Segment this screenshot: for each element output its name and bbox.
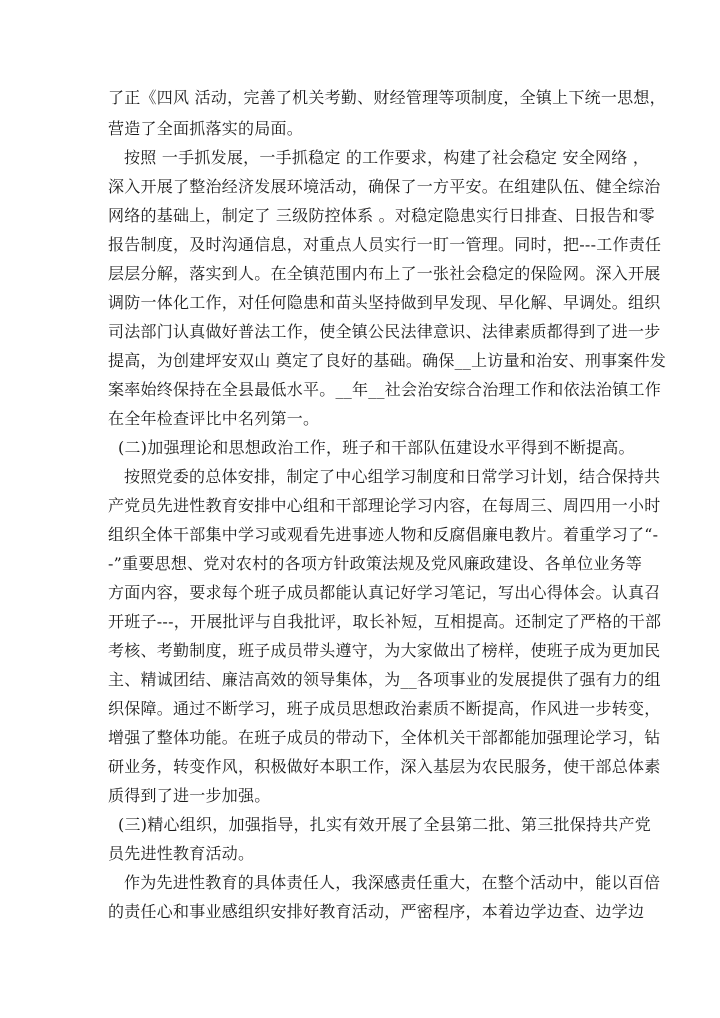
text-line: 调防一体化工作，对任何隐患和苗头坚持做到早发现、早化解、早调处。组织	[108, 293, 661, 312]
section-heading: (三)精心组织，加强指导，扎实有效开展了全县第二批、第三批保持共产党	[118, 815, 651, 834]
text-line: 提高，为创建坪安双山 奠定了良好的基础。确保__上访量和治安、刑事案件发	[108, 351, 667, 370]
text-line: 质得到了进一步加强。	[108, 786, 271, 805]
text-line: 了正《四风 活动，完善了机关考勤、财经管理等项制度，全镇上下统一思想，	[108, 88, 666, 107]
text-line: 司法部门认真做好普法工作，使全镇公民法律意识、法律素质都得到了进一步	[108, 322, 661, 341]
text-line: 深入开展了整治经济发展环境活动，确保了一方平安。在组建队伍、健全综治	[108, 177, 661, 196]
text-line: 在全年检查评比中名列第一。	[108, 409, 320, 428]
text-line: 主、精诚团结、廉洁高效的领导集体，为__各项事业的发展提供了强有力的组	[108, 670, 661, 689]
text-line: 营造了全面抓落实的局面。	[108, 119, 304, 138]
text-line: 产党员先进性教育安排中心组和干部理论学习内容，在每周三、周四用一小时	[108, 496, 661, 515]
text-line: 的责任心和事业感组织安排好教育活动，严密程序，本着边学边查、边学边	[108, 902, 645, 921]
text-line: 考核、考勤制度，班子成员带头遵守，为大家做出了榜样，使班子成为更加民	[108, 641, 661, 660]
text-line: 案率始终保持在全县最低水平。__年__社会治安综合治理工作和依法治镇工作	[108, 380, 662, 399]
text-line: 开班子---，开展批评与自我批评，取长补短，互相提高。还制定了严格的干部	[108, 612, 662, 631]
text-line: 织保障。通过不断学习，班子成员思想政治素质不断提高，作风进一步转变，	[108, 699, 661, 718]
text-line: 员先进性教育活动。	[108, 844, 255, 863]
text-line: 网络的基础上，制定了 三级防控体系 。对稳定隐患实行日排查、日报告和零	[108, 206, 655, 225]
text-line: 组织全体干部集中学习或观看先进事迹人物和反腐倡廉电教片。着重学习了“-	[108, 525, 659, 544]
text-line: 增强了整体功能。在班子成员的带动下，全体机关干部都能加强理论学习，钻	[108, 728, 661, 747]
section-heading: (二)加强理论和思想政治工作，班子和干部队伍建设水平得到不断提高。	[118, 438, 635, 457]
text-line: 报告制度，及时沟通信息，对重点人员实行一盯一管理。同时，把---工作责任	[108, 235, 662, 254]
text-line: 研业务，转变作风，积极做好本职工作，深入基层为农民服务，使干部总体素	[108, 757, 661, 776]
text-line: -”重要思想、党对农村的各项方针政策法规及党风廉政建设、各单位业务等	[108, 554, 643, 573]
text-line: 层层分解，落实到人。在全镇范围内布上了一张社会稳定的保险网。深入开展	[108, 264, 661, 283]
paragraph-first-line: 按照 一手抓发展，一手抓稳定 的工作要求，构建了社会稳定 安全网络 ，	[124, 148, 650, 167]
paragraph-first-line: 作为先进性教育的具体责任人，我深感责任重大，在整个活动中，能以百倍	[124, 873, 661, 892]
paragraph-first-line: 按照党委的总体安排，制定了中心组学习制度和日常学习计划，结合保持共	[124, 467, 661, 486]
text-line: 方面内容，要求每个班子成员都能认真记好学习笔记，写出心得体会。认真召	[108, 583, 661, 602]
